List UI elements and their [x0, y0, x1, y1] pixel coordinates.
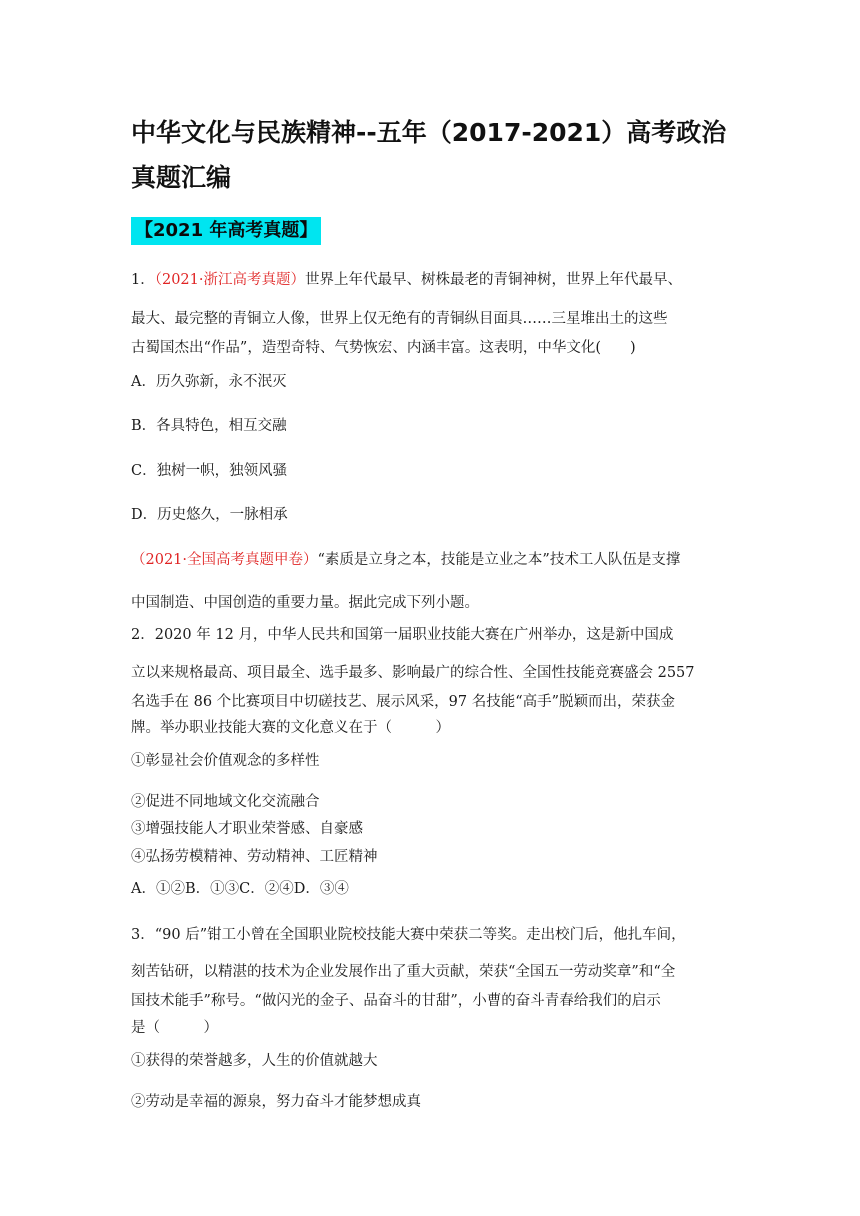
document-title: 中华文化与民族精神--五年（2017-2021）高考政治真题汇编	[131, 118, 727, 192]
q1-option-b: B．各具特色，相互交融	[131, 418, 287, 434]
material-text-1: “素质是立身之本，技能是立业之本”技术工人队伍是支撑	[317, 552, 681, 568]
q2-line-1: 2．2020 年 12 月，中华人民共和国第一届职业技能大赛在广州举办，这是新中国成	[131, 627, 674, 643]
material-line-2: 中国制造、中国创造的重要力量。据此完成下列小题。	[131, 595, 479, 611]
q3-line-3: 国技术能手”称号。“做闪光的金子、品奋斗的甘甜”，小曹的奋斗青春给我们的启示	[131, 993, 661, 1009]
q1-stem-3: 古蜀国杰出“作品”，造型奇特、气势恢宏、内涵丰富。这表明，中华文化( )	[131, 340, 636, 356]
q3-line-2: 刻苦钻研，以精湛的技术为企业发展作出了重大贡献，荣获“全国五一劳动奖章”和“全	[131, 964, 676, 980]
q2-item-4: ④弘扬劳模精神、劳动精神、工匠精神	[131, 849, 378, 865]
q3-item-1: ①获得的荣誉越多，人生的价值就越大	[131, 1053, 378, 1069]
section-heading-2021: 【2021 年高考真题】	[131, 217, 321, 245]
q2-item-1: ①彰显社会价值观念的多样性	[131, 753, 320, 769]
q2-item-3: ③增强技能人才职业荣誉感、自豪感	[131, 821, 363, 837]
q1-number: 1．	[131, 272, 155, 288]
q1-stem-2: 最大、最完整的青铜立人像，世界上仅无绝有的青铜纵目面具……三星堆出土的这些	[131, 311, 668, 327]
q2-line-2: 立以来规格最高、项目最全、选手最多、影响最广的综合性、全国性技能竞赛盛会 2557	[131, 665, 695, 681]
q1-option-c: C．独树一帜，独领风骚	[131, 463, 288, 479]
material-line-1	[131, 548, 680, 569]
q2-answer-options: A．①②B．①③C．②④D．③④	[131, 881, 349, 897]
q1-stem-1: 世界上年代最早、树株最老的青铜神树，世界上年代最早、	[305, 272, 682, 288]
q3-item-2: ②劳动是幸福的源泉，努力奋斗才能梦想成真	[131, 1094, 421, 1110]
q1-line-1	[131, 268, 682, 289]
q1-source: （2021·浙江高考真题）	[154, 272, 305, 288]
material-source: （2021·全国高考真题甲卷）	[131, 552, 318, 568]
q3-line-1: 3．“90 后”钳工小曾在全国职业院校技能大赛中荣获二等奖。走出校门后，他扎车间，	[131, 927, 686, 943]
q2-line-4: 牌。举办职业技能大赛的文化意义在于（ ）	[131, 720, 450, 736]
q1-option-a: A．历久弥新，永不泯灭	[131, 374, 287, 390]
q3-line-4: 是（ ）	[131, 1020, 218, 1036]
q2-item-2: ②促进不同地域文化交流融合	[131, 794, 320, 810]
q2-line-3: 名选手在 86 个比赛项目中切磋技艺、展示风采，97 名技能“高手”脱颖而出，荣获金	[131, 694, 676, 710]
q1-option-d: D．历史悠久，一脉相承	[131, 507, 288, 523]
